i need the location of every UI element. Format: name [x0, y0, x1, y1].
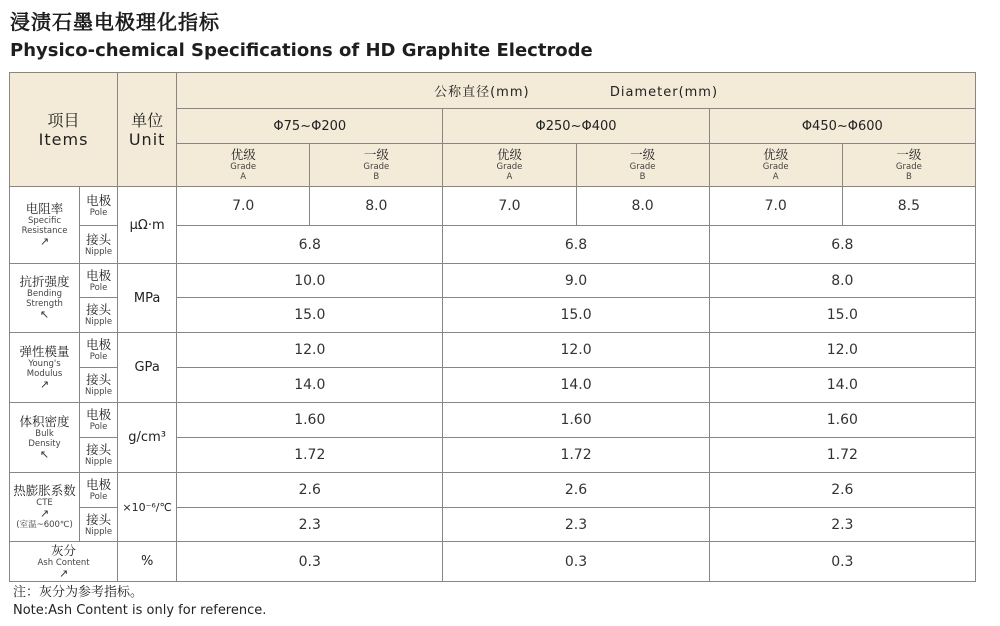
title-chinese: 浸渍石墨电极理化指标 — [10, 10, 220, 34]
trend-arrow-icon: ↗ — [39, 377, 50, 391]
value-cell: 15.0 — [177, 298, 443, 333]
range-3: Φ450~Φ600 — [709, 109, 975, 144]
item-bending — [10, 264, 80, 333]
value-cell: 2.6 — [443, 473, 709, 508]
item-youngs — [10, 333, 80, 403]
value-cell: 2.6 — [177, 473, 443, 508]
header-diameter-cn: 公称直径(mm) — [434, 85, 530, 100]
value-cell: 7.0 — [443, 187, 576, 226]
item-resistance-cn: 电阻率 — [25, 201, 64, 216]
value-cell: 1.72 — [177, 438, 443, 473]
unit-youngs: GPa — [118, 333, 177, 403]
grade-2-en: Grade — [363, 162, 390, 172]
value-cell: 8.5 — [842, 187, 975, 226]
item-ash-en: Ash Content — [37, 557, 90, 568]
sub-nipple — [80, 368, 118, 403]
grade-1-en: Grade — [230, 162, 257, 172]
value-cell: 14.0 — [177, 368, 443, 403]
sub-nipple-en: Nipple — [85, 526, 113, 537]
item-youngs-en1: Young's — [28, 358, 61, 369]
sub-pole-cn: 电极 — [86, 193, 112, 208]
sub-nipple — [80, 438, 118, 473]
sub-nipple — [80, 226, 118, 264]
note-english: Note:Ash Content is only for reference. — [13, 603, 267, 618]
unit-cte: ×10⁻⁶/℃ — [118, 473, 177, 542]
item-cte — [10, 473, 80, 542]
sub-pole-en: Pole — [89, 422, 108, 432]
item-resistance-en1: Specific — [27, 216, 62, 226]
value-cell: 1.60 — [443, 403, 709, 438]
value-cell: 9.0 — [443, 264, 709, 298]
value-cell: 1.72 — [443, 438, 709, 473]
value-cell: 1.72 — [709, 438, 975, 473]
range-1: Φ75~Φ200 — [177, 109, 443, 144]
grade-6-en: Grade — [895, 162, 922, 172]
value-cell: 6.8 — [443, 226, 709, 264]
sub-pole-en: Pole — [89, 492, 108, 502]
item-density-en2: Density — [28, 438, 61, 449]
sub-pole — [80, 403, 118, 438]
sub-nipple-en: Nipple — [85, 317, 113, 327]
grade-6-letter: B — [905, 172, 912, 182]
grade-5 — [709, 144, 842, 187]
grade-3-letter: A — [506, 172, 513, 182]
value-cell: 7.0 — [177, 187, 310, 226]
header-diameter — [177, 73, 976, 109]
value-cell: 7.0 — [709, 187, 842, 226]
item-cte-range: (室温~600℃) — [16, 520, 73, 530]
value-cell: 12.0 — [443, 333, 709, 368]
sub-nipple-en: Nipple — [85, 387, 113, 397]
value-cell: 8.0 — [709, 264, 975, 298]
sub-nipple — [80, 298, 118, 333]
trend-arrow-icon: ↗ — [39, 507, 50, 520]
item-resistance — [10, 187, 80, 264]
spec-table — [9, 72, 976, 582]
header-items-cn: 项目 — [47, 110, 80, 130]
item-ash-cn: 灰分 — [51, 542, 77, 558]
value-cell: 8.0 — [576, 187, 709, 226]
sub-pole-en: Pole — [89, 208, 108, 218]
value-cell: 0.3 — [177, 542, 443, 582]
trend-arrow-icon: ↗ — [58, 566, 69, 580]
unit-ash: % — [118, 542, 177, 582]
sub-nipple-en: Nipple — [85, 457, 113, 467]
trend-arrow-icon: ↗ — [39, 235, 50, 248]
value-cell: 1.60 — [709, 403, 975, 438]
item-cte-cn: 热膨胀系数 — [13, 483, 76, 498]
sub-nipple — [80, 508, 118, 542]
item-density — [10, 403, 80, 473]
grade-1-letter: A — [240, 172, 247, 182]
grade-1-cn: 优级 — [230, 147, 256, 162]
value-cell: 6.8 — [177, 226, 443, 264]
item-bending-en1: Bending — [27, 289, 63, 299]
grade-3-cn: 优级 — [496, 147, 522, 162]
sub-nipple-cn: 接头 — [86, 372, 112, 387]
sub-nipple-cn: 接头 — [86, 231, 112, 247]
value-cell: 12.0 — [709, 333, 975, 368]
grade-2 — [310, 144, 443, 187]
sub-pole — [80, 264, 118, 298]
grade-2-cn: 一级 — [363, 147, 389, 162]
grade-6-cn: 一级 — [896, 147, 922, 162]
sub-pole — [80, 333, 118, 368]
header-items-en: Items — [38, 129, 89, 149]
value-cell: 15.0 — [443, 298, 709, 333]
value-cell: 8.0 — [310, 187, 443, 226]
sub-pole-cn: 电极 — [86, 337, 112, 352]
unit-bending: MPa — [118, 264, 177, 333]
note-chinese: 注：灰分为参考指标。 — [13, 585, 144, 600]
item-youngs-cn: 弹性模量 — [19, 343, 70, 359]
grade-4-en: Grade — [629, 162, 656, 172]
trend-arrow-icon: ↖ — [39, 447, 50, 461]
sub-pole-cn: 电极 — [86, 477, 112, 492]
header-unit-cn: 单位 — [131, 110, 164, 130]
item-density-cn: 体积密度 — [19, 413, 70, 429]
grade-5-en: Grade — [762, 162, 789, 172]
value-cell: 12.0 — [177, 333, 443, 368]
header-diameter-en: Diameter(mm) — [609, 85, 719, 100]
item-cte-en1: CTE — [36, 498, 53, 508]
header-unit-en: Unit — [128, 129, 166, 149]
trend-arrow-icon: ↖ — [39, 308, 50, 321]
title-english: Physico-chemical Specifications of HD Graphite Electrode — [10, 40, 593, 61]
grade-6 — [842, 144, 975, 187]
item-youngs-en2: Modulus — [26, 368, 63, 379]
grade-4-cn: 一级 — [630, 147, 656, 162]
value-cell: 0.3 — [709, 542, 975, 582]
grade-3 — [443, 144, 576, 187]
unit-resistance: μΩ·m — [118, 187, 177, 264]
sub-pole — [80, 473, 118, 508]
grade-5-letter: A — [772, 172, 779, 182]
header-items — [10, 73, 118, 187]
sub-pole-cn: 电极 — [86, 407, 112, 422]
item-density-en1: Bulk — [35, 428, 54, 439]
item-resistance-en2: Resistance — [21, 226, 68, 236]
sub-pole-en: Pole — [89, 282, 108, 293]
sub-nipple-cn: 接头 — [86, 511, 112, 527]
grade-1 — [177, 144, 310, 187]
value-cell: 14.0 — [709, 368, 975, 403]
value-cell: 0.3 — [443, 542, 709, 582]
grade-5-cn: 优级 — [763, 147, 789, 162]
range-2: Φ250~Φ400 — [443, 109, 709, 144]
value-cell: 2.6 — [709, 473, 975, 508]
sub-nipple-cn: 接头 — [86, 302, 112, 317]
value-cell: 6.8 — [709, 226, 975, 264]
value-cell: 2.3 — [443, 508, 709, 542]
grade-4-letter: B — [639, 172, 646, 182]
value-cell: 10.0 — [177, 264, 443, 298]
sub-pole — [80, 187, 118, 226]
item-bending-cn: 抗折强度 — [19, 274, 70, 289]
value-cell: 2.3 — [709, 508, 975, 542]
sub-nipple-cn: 接头 — [86, 442, 112, 457]
footnotes — [13, 584, 266, 620]
sub-pole-cn: 电极 — [86, 267, 112, 283]
grade-3-en: Grade — [496, 162, 523, 172]
unit-density: g/cm³ — [118, 403, 177, 473]
value-cell: 2.3 — [177, 508, 443, 542]
value-cell: 1.60 — [177, 403, 443, 438]
item-bending-en2: Strength — [26, 299, 63, 309]
value-cell: 15.0 — [709, 298, 975, 333]
grade-4 — [576, 144, 709, 187]
sub-pole-en: Pole — [89, 352, 108, 362]
sub-nipple-en: Nipple — [85, 246, 113, 257]
header-unit — [118, 73, 177, 187]
grade-2-letter: B — [373, 172, 380, 182]
value-cell: 14.0 — [443, 368, 709, 403]
item-ash — [10, 542, 118, 582]
